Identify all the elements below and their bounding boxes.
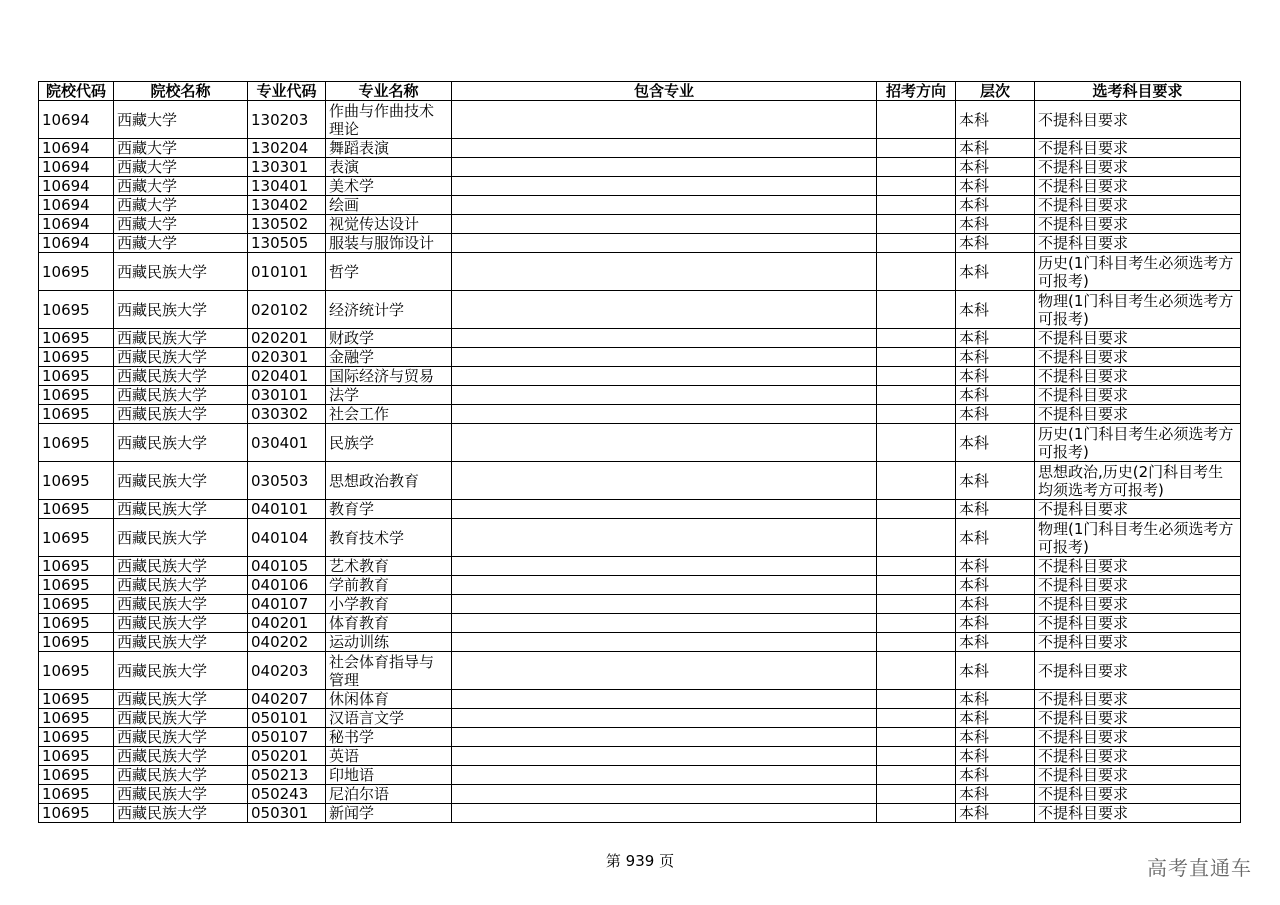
cell-school-code: 10695: [39, 386, 114, 405]
cell-direction: [877, 348, 956, 367]
cell-school-name: 西藏民族大学: [114, 329, 248, 348]
cell-level: 本科: [956, 633, 1035, 652]
cell-major-name: 表演: [326, 158, 452, 177]
cell-major-code: 040207: [248, 690, 326, 709]
cell-major-name: 艺术教育: [326, 557, 452, 576]
table-row: [39, 329, 1241, 348]
cell-major-code: 130502: [248, 215, 326, 234]
cell-school-name: 西藏民族大学: [114, 614, 248, 633]
header-major-name: 专业名称: [326, 82, 452, 101]
cell-level: 本科: [956, 709, 1035, 728]
cell-school-code: 10695: [39, 595, 114, 614]
table-row: [39, 652, 1241, 690]
cell-direction: [877, 595, 956, 614]
cell-school-code: 10694: [39, 177, 114, 196]
cell-subject-requirement: 不提科目要求: [1035, 329, 1241, 348]
table-row: [39, 747, 1241, 766]
table-row: [39, 367, 1241, 386]
cell-subject-requirement: 不提科目要求: [1035, 785, 1241, 804]
cell-level: 本科: [956, 101, 1035, 139]
cell-school-code: 10695: [39, 652, 114, 690]
cell-school-name: 西藏民族大学: [114, 253, 248, 291]
cell-included-majors: [452, 291, 877, 329]
cell-level: 本科: [956, 253, 1035, 291]
cell-included-majors: [452, 633, 877, 652]
table-row: [39, 177, 1241, 196]
cell-direction: [877, 614, 956, 633]
cell-school-code: 10695: [39, 253, 114, 291]
cell-major-code: 030401: [248, 424, 326, 462]
cell-included-majors: [452, 386, 877, 405]
table-header-row: [39, 82, 1241, 101]
cell-major-code: 020201: [248, 329, 326, 348]
cell-included-majors: [452, 462, 877, 500]
cell-major-name: 社会体育指导与管理: [326, 652, 452, 690]
cell-direction: [877, 177, 956, 196]
cell-included-majors: [452, 215, 877, 234]
cell-level: 本科: [956, 196, 1035, 215]
cell-included-majors: [452, 576, 877, 595]
cell-subject-requirement: 不提科目要求: [1035, 405, 1241, 424]
cell-major-name: 运动训练: [326, 633, 452, 652]
cell-major-name: 体育教育: [326, 614, 452, 633]
cell-direction: [877, 785, 956, 804]
cell-school-name: 西藏民族大学: [114, 804, 248, 823]
cell-direction: [877, 158, 956, 177]
cell-school-code: 10695: [39, 709, 114, 728]
cell-level: 本科: [956, 405, 1035, 424]
cell-subject-requirement: 不提科目要求: [1035, 804, 1241, 823]
cell-direction: [877, 709, 956, 728]
cell-major-code: 050243: [248, 785, 326, 804]
cell-major-code: 130203: [248, 101, 326, 139]
cell-included-majors: [452, 785, 877, 804]
cell-school-name: 西藏大学: [114, 139, 248, 158]
cell-subject-requirement: 不提科目要求: [1035, 177, 1241, 196]
cell-major-name: 休闲体育: [326, 690, 452, 709]
cell-level: 本科: [956, 177, 1035, 196]
cell-included-majors: [452, 595, 877, 614]
cell-major-code: 130505: [248, 234, 326, 253]
cell-school-code: 10695: [39, 614, 114, 633]
cell-subject-requirement: 不提科目要求: [1035, 557, 1241, 576]
cell-level: 本科: [956, 386, 1035, 405]
cell-included-majors: [452, 519, 877, 557]
cell-major-code: 010101: [248, 253, 326, 291]
cell-subject-requirement: 不提科目要求: [1035, 500, 1241, 519]
cell-major-name: 教育技术学: [326, 519, 452, 557]
cell-included-majors: [452, 139, 877, 158]
cell-school-name: 西藏民族大学: [114, 386, 248, 405]
header-subject-requirement: 选考科目要求: [1035, 82, 1241, 101]
cell-school-name: 西藏民族大学: [114, 500, 248, 519]
cell-school-name: 西藏民族大学: [114, 291, 248, 329]
cell-subject-requirement: 不提科目要求: [1035, 614, 1241, 633]
cell-major-code: 040105: [248, 557, 326, 576]
cell-included-majors: [452, 766, 877, 785]
table-row: [39, 158, 1241, 177]
table-row: [39, 500, 1241, 519]
cell-school-name: 西藏民族大学: [114, 747, 248, 766]
cell-school-code: 10694: [39, 101, 114, 139]
cell-subject-requirement: 不提科目要求: [1035, 348, 1241, 367]
cell-school-name: 西藏民族大学: [114, 576, 248, 595]
cell-school-name: 西藏民族大学: [114, 633, 248, 652]
table-row: [39, 709, 1241, 728]
cell-direction: [877, 576, 956, 595]
cell-subject-requirement: 不提科目要求: [1035, 367, 1241, 386]
cell-level: 本科: [956, 766, 1035, 785]
cell-direction: [877, 367, 956, 386]
table-row: [39, 234, 1241, 253]
table-body: [39, 101, 1241, 823]
cell-level: 本科: [956, 367, 1035, 386]
cell-school-name: 西藏大学: [114, 215, 248, 234]
admissions-table: [38, 81, 1241, 823]
cell-included-majors: [452, 405, 877, 424]
page-number: 第 939 页: [605, 852, 675, 870]
cell-school-name: 西藏民族大学: [114, 785, 248, 804]
table-row: [39, 386, 1241, 405]
cell-school-name: 西藏民族大学: [114, 348, 248, 367]
cell-level: 本科: [956, 519, 1035, 557]
table-row: [39, 253, 1241, 291]
cell-level: 本科: [956, 785, 1035, 804]
cell-school-code: 10695: [39, 424, 114, 462]
cell-major-name: 社会工作: [326, 405, 452, 424]
cell-major-code: 030503: [248, 462, 326, 500]
cell-school-code: 10695: [39, 804, 114, 823]
table-row: [39, 595, 1241, 614]
cell-school-name: 西藏民族大学: [114, 652, 248, 690]
cell-level: 本科: [956, 747, 1035, 766]
cell-subject-requirement: 不提科目要求: [1035, 139, 1241, 158]
cell-major-name: 民族学: [326, 424, 452, 462]
table-row: [39, 785, 1241, 804]
table-row: [39, 139, 1241, 158]
cell-school-code: 10695: [39, 291, 114, 329]
cell-major-name: 新闻学: [326, 804, 452, 823]
table-row: [39, 291, 1241, 329]
cell-school-code: 10695: [39, 557, 114, 576]
cell-major-code: 030101: [248, 386, 326, 405]
cell-major-code: 040101: [248, 500, 326, 519]
cell-direction: [877, 652, 956, 690]
cell-school-code: 10695: [39, 633, 114, 652]
cell-level: 本科: [956, 139, 1035, 158]
cell-major-name: 服装与服饰设计: [326, 234, 452, 253]
cell-included-majors: [452, 747, 877, 766]
table-row: [39, 766, 1241, 785]
cell-school-code: 10695: [39, 766, 114, 785]
table-row: [39, 633, 1241, 652]
cell-subject-requirement: 不提科目要求: [1035, 690, 1241, 709]
cell-direction: [877, 405, 956, 424]
watermark: 高考直通车: [1147, 856, 1252, 880]
table-row: [39, 424, 1241, 462]
cell-major-code: 040104: [248, 519, 326, 557]
cell-school-code: 10695: [39, 690, 114, 709]
cell-included-majors: [452, 348, 877, 367]
table-row: [39, 405, 1241, 424]
cell-major-code: 050201: [248, 747, 326, 766]
cell-level: 本科: [956, 614, 1035, 633]
cell-major-name: 哲学: [326, 253, 452, 291]
cell-level: 本科: [956, 348, 1035, 367]
cell-direction: [877, 766, 956, 785]
cell-included-majors: [452, 804, 877, 823]
cell-level: 本科: [956, 424, 1035, 462]
header-school-code: 院校代码: [39, 82, 114, 101]
cell-direction: [877, 234, 956, 253]
cell-level: 本科: [956, 500, 1035, 519]
cell-major-code: 040107: [248, 595, 326, 614]
cell-school-name: 西藏民族大学: [114, 557, 248, 576]
table-row: [39, 614, 1241, 633]
cell-major-code: 040203: [248, 652, 326, 690]
cell-major-code: 050213: [248, 766, 326, 785]
cell-direction: [877, 462, 956, 500]
cell-subject-requirement: 不提科目要求: [1035, 747, 1241, 766]
cell-school-code: 10695: [39, 785, 114, 804]
table-row: [39, 519, 1241, 557]
table-row: [39, 462, 1241, 500]
cell-school-name: 西藏大学: [114, 234, 248, 253]
cell-major-code: 040201: [248, 614, 326, 633]
cell-level: 本科: [956, 728, 1035, 747]
cell-school-code: 10695: [39, 329, 114, 348]
cell-major-name: 作曲与作曲技术理论: [326, 101, 452, 139]
header-school-name: 院校名称: [114, 82, 248, 101]
cell-subject-requirement: 不提科目要求: [1035, 386, 1241, 405]
cell-school-name: 西藏民族大学: [114, 709, 248, 728]
cell-major-name: 财政学: [326, 329, 452, 348]
cell-major-code: 020301: [248, 348, 326, 367]
cell-major-code: 020401: [248, 367, 326, 386]
header-included-majors: 包含专业: [452, 82, 877, 101]
cell-subject-requirement: 不提科目要求: [1035, 766, 1241, 785]
cell-direction: [877, 215, 956, 234]
cell-major-code: 020102: [248, 291, 326, 329]
cell-major-name: 教育学: [326, 500, 452, 519]
cell-major-code: 130401: [248, 177, 326, 196]
cell-direction: [877, 500, 956, 519]
cell-school-code: 10694: [39, 215, 114, 234]
cell-school-name: 西藏民族大学: [114, 519, 248, 557]
cell-direction: [877, 804, 956, 823]
cell-included-majors: [452, 652, 877, 690]
cell-level: 本科: [956, 329, 1035, 348]
table-row: [39, 576, 1241, 595]
cell-level: 本科: [956, 690, 1035, 709]
cell-major-name: 思想政治教育: [326, 462, 452, 500]
cell-level: 本科: [956, 234, 1035, 253]
cell-subject-requirement: 不提科目要求: [1035, 633, 1241, 652]
cell-school-name: 西藏民族大学: [114, 690, 248, 709]
cell-major-code: 130301: [248, 158, 326, 177]
cell-major-name: 尼泊尔语: [326, 785, 452, 804]
cell-level: 本科: [956, 576, 1035, 595]
cell-school-name: 西藏民族大学: [114, 367, 248, 386]
cell-major-code: 050107: [248, 728, 326, 747]
cell-major-name: 视觉传达设计: [326, 215, 452, 234]
cell-subject-requirement: 不提科目要求: [1035, 234, 1241, 253]
cell-school-code: 10694: [39, 234, 114, 253]
cell-major-code: 050101: [248, 709, 326, 728]
table-row: [39, 690, 1241, 709]
cell-major-code: 130402: [248, 196, 326, 215]
cell-subject-requirement: 不提科目要求: [1035, 101, 1241, 139]
cell-direction: [877, 329, 956, 348]
table-row: [39, 557, 1241, 576]
header-level: 层次: [956, 82, 1035, 101]
cell-subject-requirement: 不提科目要求: [1035, 196, 1241, 215]
cell-major-code: 050301: [248, 804, 326, 823]
cell-included-majors: [452, 614, 877, 633]
cell-school-code: 10695: [39, 728, 114, 747]
cell-major-name: 美术学: [326, 177, 452, 196]
cell-major-code: 130204: [248, 139, 326, 158]
cell-school-name: 西藏大学: [114, 101, 248, 139]
cell-direction: [877, 424, 956, 462]
header-direction: 招考方向: [877, 82, 956, 101]
cell-school-code: 10695: [39, 405, 114, 424]
table-row: [39, 101, 1241, 139]
cell-direction: [877, 557, 956, 576]
cell-school-name: 西藏民族大学: [114, 728, 248, 747]
cell-school-name: 西藏民族大学: [114, 424, 248, 462]
cell-direction: [877, 690, 956, 709]
cell-school-name: 西藏民族大学: [114, 405, 248, 424]
cell-direction: [877, 633, 956, 652]
cell-level: 本科: [956, 652, 1035, 690]
cell-included-majors: [452, 424, 877, 462]
cell-school-code: 10695: [39, 500, 114, 519]
cell-level: 本科: [956, 595, 1035, 614]
cell-school-name: 西藏大学: [114, 158, 248, 177]
cell-major-name: 国际经济与贸易: [326, 367, 452, 386]
cell-subject-requirement: 不提科目要求: [1035, 158, 1241, 177]
cell-subject-requirement: 不提科目要求: [1035, 595, 1241, 614]
cell-school-code: 10695: [39, 747, 114, 766]
cell-school-name: 西藏民族大学: [114, 462, 248, 500]
cell-school-code: 10695: [39, 462, 114, 500]
cell-level: 本科: [956, 158, 1035, 177]
cell-included-majors: [452, 709, 877, 728]
cell-major-name: 经济统计学: [326, 291, 452, 329]
cell-included-majors: [452, 101, 877, 139]
cell-level: 本科: [956, 804, 1035, 823]
cell-major-name: 英语: [326, 747, 452, 766]
cell-included-majors: [452, 158, 877, 177]
cell-subject-requirement: 不提科目要求: [1035, 728, 1241, 747]
cell-included-majors: [452, 234, 877, 253]
table-row: [39, 804, 1241, 823]
cell-level: 本科: [956, 462, 1035, 500]
cell-included-majors: [452, 367, 877, 386]
cell-subject-requirement: 历史(1门科目考生必须选考方可报考): [1035, 424, 1241, 462]
cell-subject-requirement: 不提科目要求: [1035, 576, 1241, 595]
cell-direction: [877, 253, 956, 291]
cell-major-name: 印地语: [326, 766, 452, 785]
cell-subject-requirement: 物理(1门科目考生必须选考方可报考): [1035, 519, 1241, 557]
cell-school-name: 西藏大学: [114, 196, 248, 215]
cell-major-name: 小学教育: [326, 595, 452, 614]
table-row: [39, 196, 1241, 215]
cell-included-majors: [452, 500, 877, 519]
cell-major-name: 汉语言文学: [326, 709, 452, 728]
cell-school-code: 10695: [39, 519, 114, 557]
cell-major-name: 舞蹈表演: [326, 139, 452, 158]
cell-direction: [877, 196, 956, 215]
cell-major-name: 法学: [326, 386, 452, 405]
cell-school-code: 10695: [39, 576, 114, 595]
cell-school-name: 西藏民族大学: [114, 595, 248, 614]
cell-included-majors: [452, 177, 877, 196]
cell-major-name: 金融学: [326, 348, 452, 367]
cell-school-name: 西藏大学: [114, 177, 248, 196]
cell-included-majors: [452, 690, 877, 709]
cell-included-majors: [452, 253, 877, 291]
cell-direction: [877, 747, 956, 766]
cell-school-code: 10695: [39, 348, 114, 367]
cell-school-name: 西藏民族大学: [114, 766, 248, 785]
cell-subject-requirement: 物理(1门科目考生必须选考方可报考): [1035, 291, 1241, 329]
cell-level: 本科: [956, 215, 1035, 234]
cell-direction: [877, 139, 956, 158]
cell-school-code: 10694: [39, 196, 114, 215]
cell-subject-requirement: 不提科目要求: [1035, 215, 1241, 234]
cell-level: 本科: [956, 291, 1035, 329]
cell-major-name: 秘书学: [326, 728, 452, 747]
cell-direction: [877, 386, 956, 405]
cell-included-majors: [452, 329, 877, 348]
header-major-code: 专业代码: [248, 82, 326, 101]
cell-level: 本科: [956, 557, 1035, 576]
cell-direction: [877, 291, 956, 329]
cell-major-name: 绘画: [326, 196, 452, 215]
cell-major-code: 040202: [248, 633, 326, 652]
cell-school-code: 10695: [39, 367, 114, 386]
cell-included-majors: [452, 728, 877, 747]
table-row: [39, 215, 1241, 234]
cell-subject-requirement: 思想政治,历史(2门科目考生均须选考方可报考): [1035, 462, 1241, 500]
cell-direction: [877, 519, 956, 557]
cell-major-code: 040106: [248, 576, 326, 595]
cell-school-code: 10694: [39, 139, 114, 158]
cell-included-majors: [452, 557, 877, 576]
table-row: [39, 728, 1241, 747]
cell-included-majors: [452, 196, 877, 215]
cell-major-name: 学前教育: [326, 576, 452, 595]
cell-school-code: 10694: [39, 158, 114, 177]
cell-major-code: 030302: [248, 405, 326, 424]
cell-subject-requirement: 不提科目要求: [1035, 709, 1241, 728]
cell-direction: [877, 728, 956, 747]
cell-subject-requirement: 历史(1门科目考生必须选考方可报考): [1035, 253, 1241, 291]
cell-subject-requirement: 不提科目要求: [1035, 652, 1241, 690]
table-row: [39, 348, 1241, 367]
cell-direction: [877, 101, 956, 139]
